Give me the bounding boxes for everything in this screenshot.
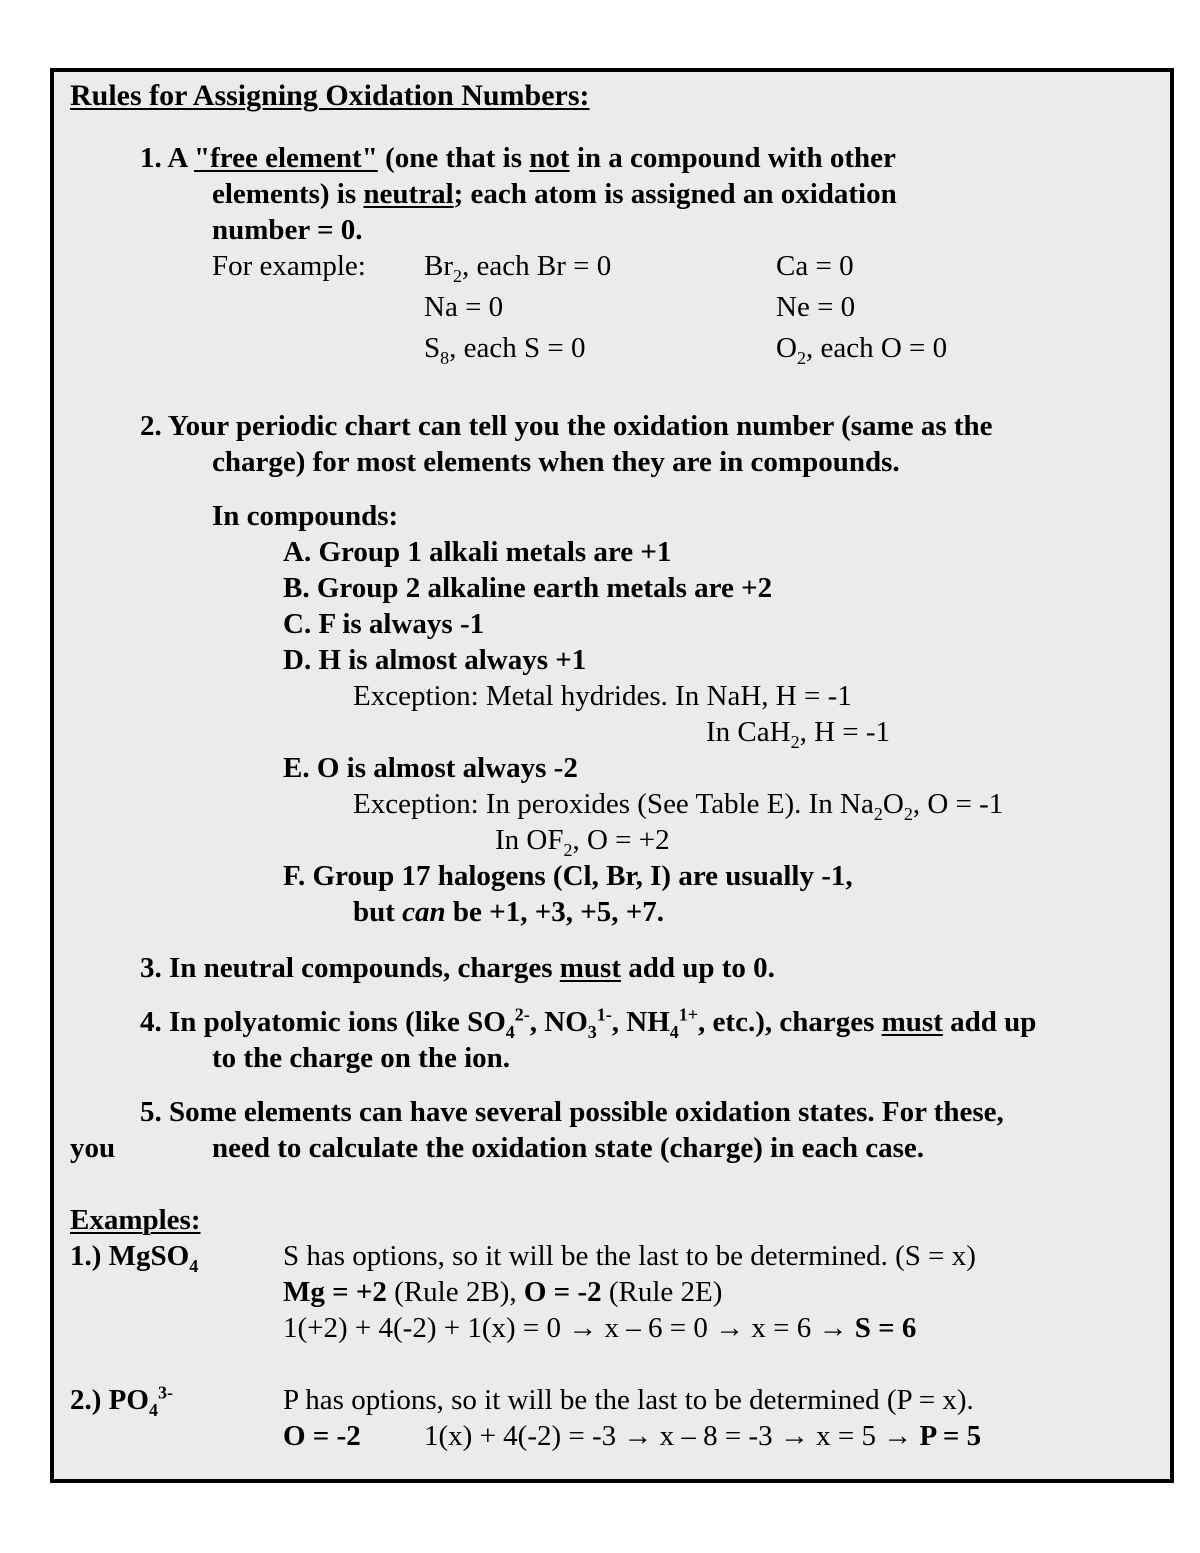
arrow-icon: →	[779, 1420, 809, 1452]
rule-2f-line-2: but can be +1, +3, +5, +7.	[353, 896, 665, 928]
example-br: $Br_2$, each Br = 0	[424, 250, 612, 286]
example-1-line-1: S has options, so it will be the last to be determined. (S = x)	[283, 1240, 976, 1272]
example-2-oxygen: O = -2	[283, 1420, 361, 1452]
rule-2-line-1: 2. Your periodic chart can tell you the oxidation number (same as the	[140, 410, 993, 442]
rule-5-you: you	[70, 1132, 116, 1164]
rule-2d-exception-2: In CaH$_2$, H = -1	[706, 716, 891, 752]
in-compounds-label: In compounds:	[212, 500, 399, 532]
rule-5-line-1: 5. Some elements can have several possible oxidation states. For these,	[140, 1096, 1004, 1128]
rule-2d-exception-1: Exception: Metal hydrides. In NaH, H = -1	[353, 680, 852, 712]
arrow-icon: →	[818, 1312, 848, 1344]
example-2-line-1: P has options, so it will be the last to be determined (P = x).	[283, 1384, 974, 1416]
rule-4-line-1: 4. In polyatomic ions (like $SO_4^{2-}$, $NO_3^{1-}$, $NH_4^{1+}$, etc.), charges must add up	[140, 1004, 1037, 1042]
rule-1-line-1: 1. A "free element" (one that is not in a compound with other	[140, 142, 896, 174]
rule-2e: E. O is almost always -2	[283, 752, 578, 784]
example-1-label: 1.) MgSO$_4$	[70, 1240, 199, 1276]
example-1-line-2: Mg = +2 (Rule 2B), O = -2 (Rule 2E)	[283, 1276, 723, 1308]
rule-3: 3. In neutral compounds, charges must add up to 0.	[140, 952, 775, 984]
rule-1-line-2: elements) is neutral; each atom is assigned an oxidation	[212, 178, 897, 210]
arrow-icon: →	[883, 1420, 913, 1452]
example-s: $S_8$, each S = 0	[424, 332, 586, 368]
page-title: Rules for Assigning Oxidation Numbers:	[70, 79, 590, 112]
for-example-label: For example:	[212, 250, 366, 282]
arrow-icon: →	[623, 1420, 653, 1452]
example-2-line-2: 1(x) + 4(-2) = -3 → x – 8 = -3 → x = 5 → P = 5	[424, 1420, 982, 1452]
examples-heading: Examples:	[70, 1204, 201, 1236]
example-o: $O_2$, each O = 0	[776, 332, 948, 368]
rule-2b: B. Group 2 alkaline earth metals are +2	[283, 572, 773, 604]
arrow-icon: →	[568, 1312, 598, 1344]
rule-5-line-2: need to calculate the oxidation state (charge) in each case.	[212, 1132, 924, 1164]
arrow-icon: →	[715, 1312, 745, 1344]
rule-1-line-3: number = 0.	[212, 214, 363, 246]
rule-4-line-2: to the charge on the ion.	[212, 1042, 511, 1074]
rule-2e-exception-2: In $OF_2$, O = +2	[495, 824, 670, 860]
free-element-term: "free element"	[194, 142, 378, 174]
example-na: Na = 0	[424, 291, 504, 323]
rule-2-line-2: charge) for most elements when they are in compounds.	[212, 446, 900, 478]
rule-2f-line-1: F. Group 17 halogens (Cl, Br, I) are usually -1,	[283, 860, 853, 892]
example-ne: Ne = 0	[776, 291, 856, 323]
rule-2e-exception-1: Exception: In peroxides (See Table E). In $Na_2O_2$, O = -1	[353, 788, 1004, 824]
example-1-line-3: 1(+2) + 4(-2) + 1(x) = 0 → x – 6 = 0 → x = 6 → S = 6	[283, 1312, 917, 1344]
example-2-label: 2.) $PO_4^{3-}$	[70, 1382, 173, 1420]
rule-2d: D. H is almost always +1	[283, 644, 587, 676]
rule-2a: A. Group 1 alkali metals are +1	[283, 536, 672, 568]
rule-2c: C. F is always -1	[283, 608, 485, 640]
example-ca: Ca = 0	[776, 250, 854, 282]
